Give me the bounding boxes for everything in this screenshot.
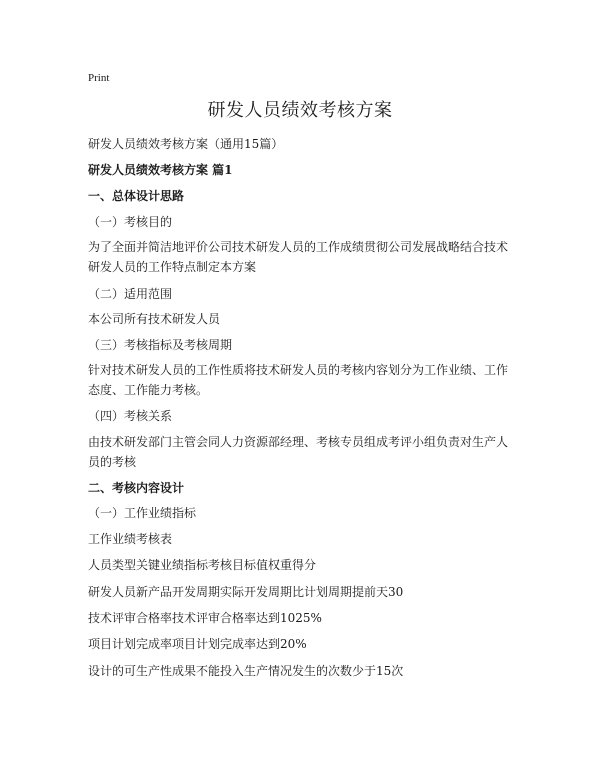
paragraph-indicators: 针对技术研发人员的工作性质将技术研发人员的考核内容划分为工作业绩、工作态度、工作能力考核。 — [88, 363, 509, 397]
paragraph-scope: 本公司所有技术研发人员 — [88, 312, 221, 326]
section-heading-content-design: 二、考核内容设计 — [88, 481, 185, 495]
subheading-relations: （四）考核关系 — [88, 409, 173, 423]
paragraph-row-review: 技术评审合格率技术评审合格率达到1025% — [88, 611, 322, 625]
document-title: 研发人员绩效考核方案 — [207, 100, 393, 121]
section-heading-article1: 研发人员绩效考核方案 篇1 — [88, 163, 233, 177]
paragraph-table-name: 工作业绩考核表 — [88, 532, 173, 546]
subheading-indicators: （三）考核指标及考核周期 — [88, 338, 233, 352]
subheading-performance: （一）工作业绩指标 — [88, 506, 197, 520]
subheading-purpose: （一）考核目的 — [88, 215, 173, 229]
paragraph-row-completion: 项目计划完成率项目计划完成率达到20% — [88, 637, 307, 651]
subtitle-line: 研发人员绩效考核方案（通用15篇） — [88, 137, 284, 151]
paragraph-row-cycle: 研发人员新产品开发周期实际开发周期比计划周期提前天30 — [88, 585, 404, 599]
section-heading-overall-design: 一、总体设计思路 — [88, 189, 185, 203]
paragraph-table-header: 人员类型关键业绩指标考核目标值权重得分 — [88, 558, 317, 572]
paragraph-relations: 由技术研发部门主管会同人力资源部经理、考核专员组成考评小组负责对生产人员的考核 — [88, 435, 509, 469]
paragraph-purpose: 为了全面并简洁地评价公司技术研发人员的工作成绩贯彻公司发展战略结合技术研发人员的工作特点制定本方案 — [88, 240, 509, 274]
print-label: Print — [88, 72, 110, 84]
paragraph-row-producibility: 设计的可生产性成果不能投入生产情况发生的次数少于15次 — [88, 664, 404, 678]
subheading-scope: （二）适用范围 — [88, 287, 173, 301]
